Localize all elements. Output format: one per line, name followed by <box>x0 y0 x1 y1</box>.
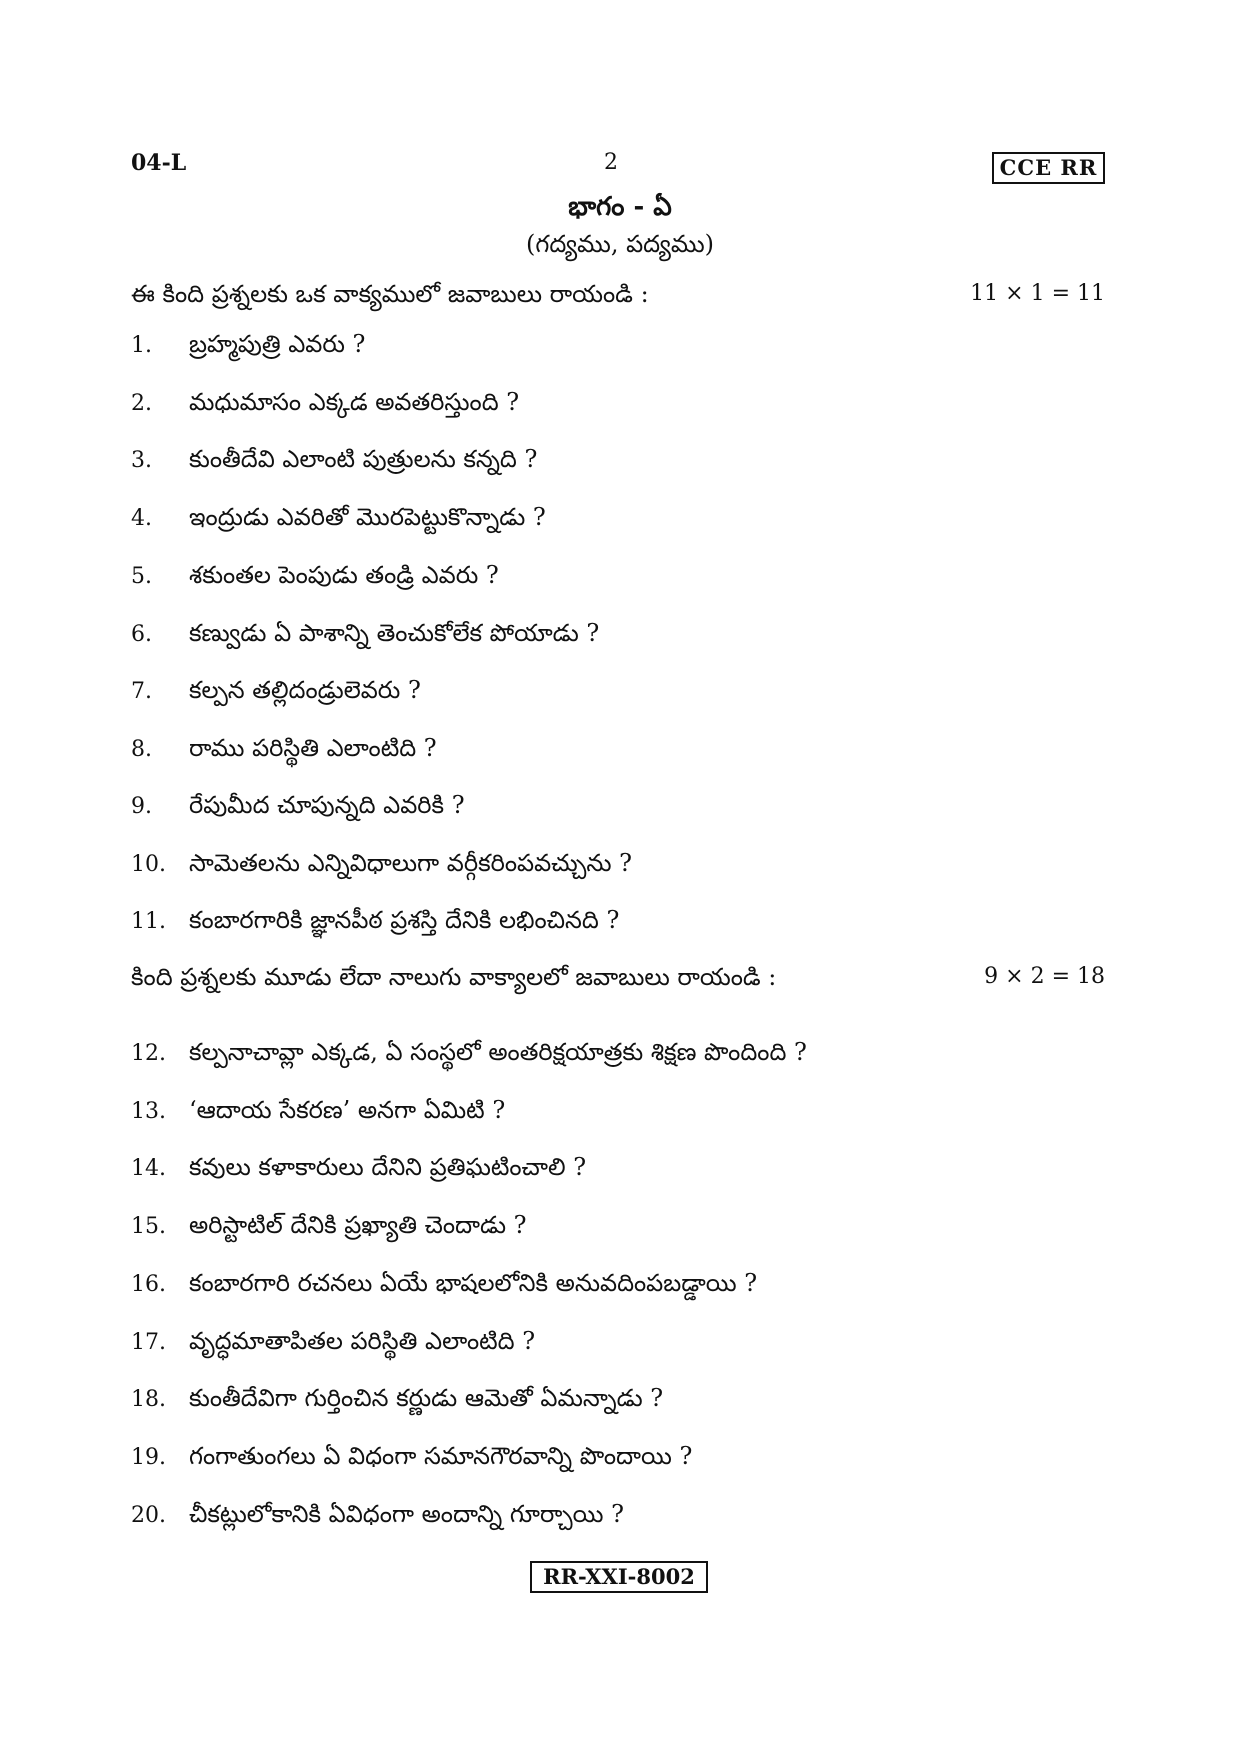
question-text: వృద్ధమాతాపితల పరిస్థితి ఎలాంటిది ? <box>189 1327 536 1355</box>
section-2-marks: 9 × 2 = 18 <box>984 964 1105 989</box>
part-title: భాగం - ఏ <box>568 192 672 222</box>
question-number: 3. <box>131 448 152 473</box>
question-number: 17. <box>131 1330 166 1355</box>
question-text: అరిస్టాటిల్ దేనికి ప్రఖ్యాతి చెందాడు ? <box>189 1211 527 1239</box>
question-text: కల్పనాచావ్లా ఎక్కడ, ఏ సంస్థలో అంతరిక్షయాత్రకు శిక్షణ పొందింది ? <box>189 1038 807 1066</box>
question-text: కణ్వుడు ఏ పాశాన్ని తెంచుకోలేక పోయాడు ? <box>189 619 600 647</box>
question-text: మధుమాసం ఎక్కడ అవతరిస్తుంది ? <box>189 388 520 416</box>
question-text: సామెతలను ఎన్నివిధాలుగా వర్గీకరింపవచ్చును ? <box>189 849 633 877</box>
series-code-box: CCE RR <box>992 152 1105 184</box>
question-text: కుంతీదేవి ఎలాంటి పుత్రులను కన్నది ? <box>189 445 538 473</box>
question-item <box>131 384 519 420</box>
question-item <box>131 441 537 477</box>
question-item <box>131 902 619 938</box>
footer-code-box: RR-XXI-8002 <box>530 1561 708 1593</box>
question-item <box>131 1149 586 1185</box>
question-number: 12. <box>131 1041 166 1066</box>
question-text: గంగాతుంగలు ఏ విధంగా సమానగౌరవాన్ని పొందాయి ? <box>189 1442 693 1470</box>
question-item <box>131 1207 527 1243</box>
question-text: కుంతీదేవిగా గుర్తించిన కర్ణుడు ఆమెతో ఏమన్నాడు ? <box>189 1384 664 1412</box>
question-number: 20. <box>131 1503 166 1528</box>
question-item <box>131 1323 535 1359</box>
question-item <box>131 730 437 766</box>
section-1-instruction: ఈ కింది ప్రశ్నలకు ఒక వాక్యములో జవాబులు రాయండి : <box>131 280 649 308</box>
question-number: 14. <box>131 1156 166 1181</box>
section-2-instruction: కింది ప్రశ్నలకు మూడు లేదా నాలుగు వాక్యాలలో జవాబులు రాయండి : <box>131 963 777 991</box>
question-number: 9. <box>131 794 152 819</box>
question-number: 5. <box>131 564 152 589</box>
question-number: 18. <box>131 1387 166 1412</box>
question-item <box>131 615 599 651</box>
question-number: 15. <box>131 1214 166 1239</box>
paper-code: 04-L <box>131 150 187 176</box>
question-text: శకుంతల పెంపుడు తండ్రి ఎవరు ? <box>189 561 499 589</box>
question-number: 4. <box>131 506 152 531</box>
question-text: కల్పన తల్లిదండ్రులెవరు ? <box>189 676 421 704</box>
question-item <box>131 1438 692 1474</box>
question-item <box>131 845 632 881</box>
question-item <box>131 1496 624 1532</box>
section-1-marks: 11 × 1 = 11 <box>970 281 1105 306</box>
question-item <box>131 1034 807 1070</box>
question-item <box>131 326 365 362</box>
page-number: 2 <box>604 150 618 175</box>
question-number: 16. <box>131 1272 166 1297</box>
question-number: 8. <box>131 737 152 762</box>
question-text: కవులు కళాకారులు దేనిని ప్రతిఘటించాలి ? <box>189 1153 587 1181</box>
question-text: చీకట్లులోకానికి ఏవిధంగా అందాన్ని గూర్చాయి ? <box>189 1500 624 1528</box>
question-number: 10. <box>131 852 166 877</box>
question-item <box>131 1380 663 1416</box>
question-number: 2. <box>131 391 152 416</box>
question-item <box>131 787 465 823</box>
question-item <box>131 672 421 708</box>
question-number: 13. <box>131 1099 166 1124</box>
question-text: రేపుమీద చూపున్నది ఎవరికి ? <box>189 791 465 819</box>
question-item <box>131 557 499 593</box>
question-text: బ్రహ్మపుత్రి ఎవరు ? <box>189 330 366 358</box>
question-item <box>131 499 546 535</box>
question-item <box>131 1265 757 1301</box>
question-number: 11. <box>131 909 166 934</box>
question-text: కంబారగారికి జ్ఞానపీఠ ప్రశస్తి దేనికి లభించినది ? <box>189 906 620 934</box>
question-number: 6. <box>131 622 152 647</box>
question-number: 7. <box>131 679 152 704</box>
part-subtitle: (గద్యము, పద్యము) <box>526 230 714 258</box>
question-text: రాము పరిస్థితి ఎలాంటిది ? <box>189 734 437 762</box>
question-text: ఇంద్రుడు ఎవరితో మొరపెట్టుకొన్నాడు ? <box>189 503 546 531</box>
question-number: 1. <box>131 333 152 358</box>
question-number: 19. <box>131 1445 166 1470</box>
question-text: ‘ఆదాయ సేకరణ’ అనగా ఏమిటి ? <box>189 1096 506 1124</box>
question-item <box>131 1092 505 1128</box>
question-text: కంబారగారి రచనలు ఏయే భాషలలోనికి అనువదింపబడ్డాయి ? <box>189 1269 758 1297</box>
